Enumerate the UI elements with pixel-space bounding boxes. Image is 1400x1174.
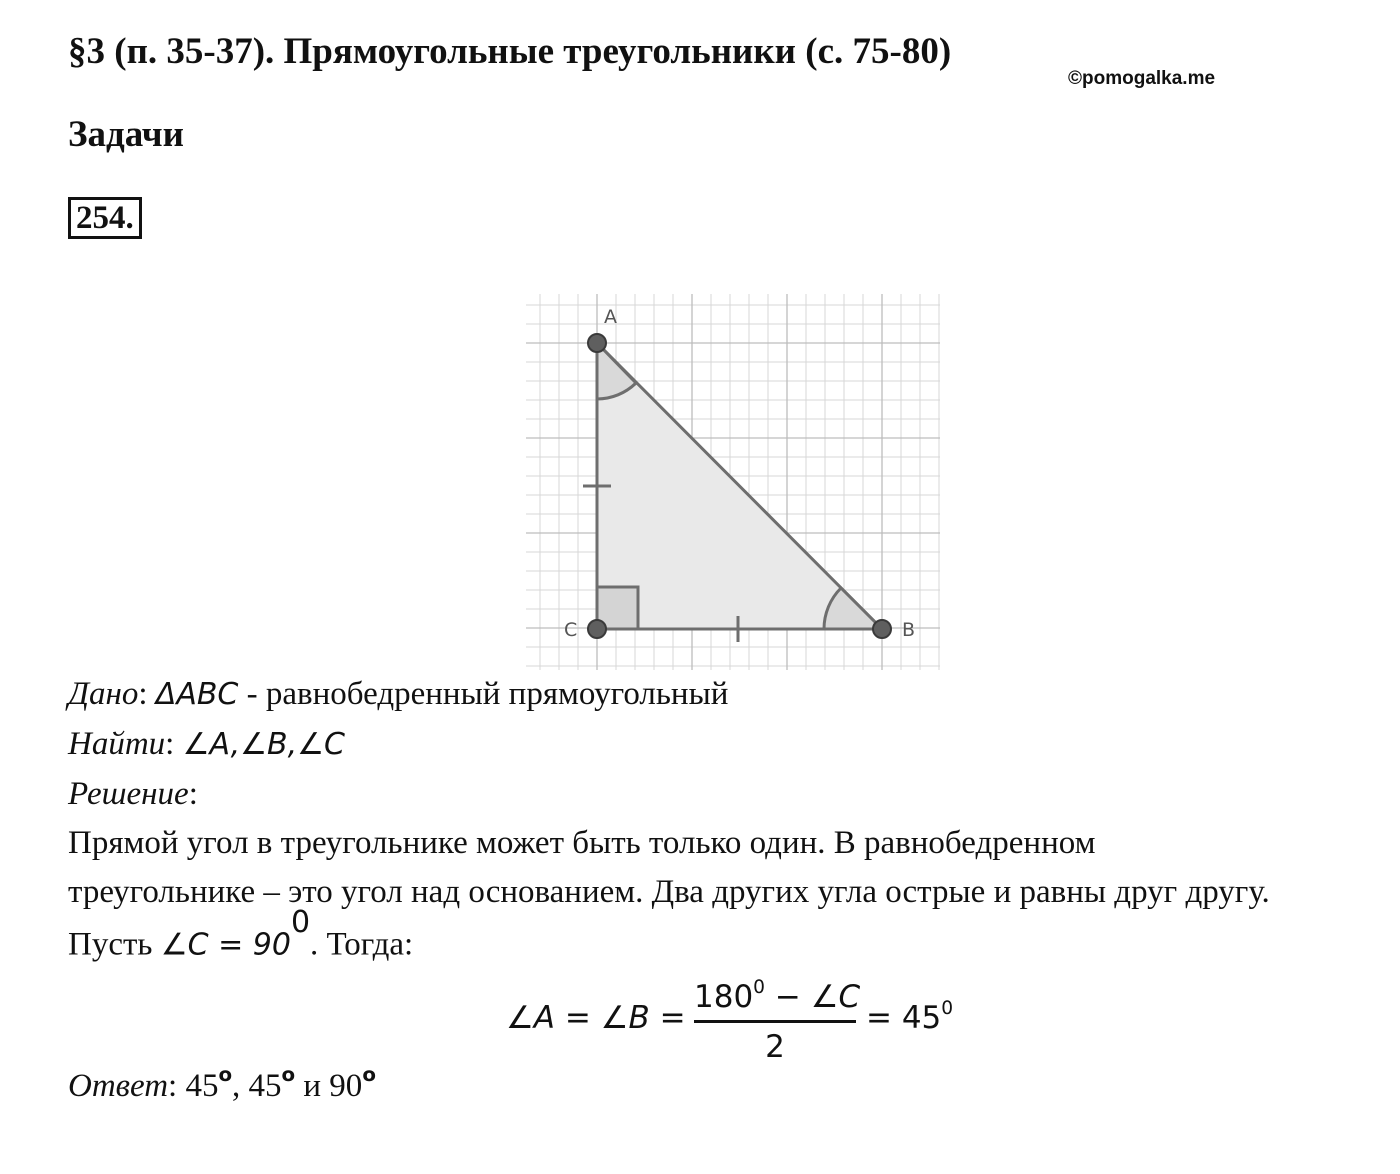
find-colon: : xyxy=(165,726,175,762)
answer-value-1: 45 xyxy=(177,1068,219,1104)
formula-left: ∠A = ∠B = xyxy=(506,1000,686,1036)
triangle-abc xyxy=(597,343,882,629)
formula-numerator-value: 180 xyxy=(694,979,754,1015)
formula xyxy=(506,976,976,1066)
given-line xyxy=(68,676,728,713)
find-label: Найти xyxy=(68,726,166,762)
given-colon: : xyxy=(138,676,148,712)
given-label: Дано xyxy=(68,676,139,712)
answer-label: Ответ xyxy=(68,1068,169,1104)
solution-line-3-suffix: . Тогда: xyxy=(310,926,414,963)
answer-degree-1: o xyxy=(218,1063,233,1087)
point-b xyxy=(873,620,891,638)
point-c xyxy=(588,620,606,638)
formula-numerator xyxy=(694,976,861,1018)
find-line xyxy=(68,726,345,763)
formula-numerator-sup: 0 xyxy=(753,977,766,999)
find-angles: ∠A,∠B,∠C xyxy=(182,727,345,762)
point-a xyxy=(588,334,606,352)
solution-line-3 xyxy=(68,905,414,964)
formula-numerator-rest: − ∠C xyxy=(765,979,861,1015)
solution-line-1: Прямой угол в треугольнике может быть только один. В равнобедренном xyxy=(68,825,1096,861)
formula-right xyxy=(866,1000,953,1036)
formula-fraction xyxy=(694,976,861,1067)
answer-value-2: , 45 xyxy=(232,1068,282,1104)
solution-label: Решение xyxy=(68,776,189,812)
solution-line-3-math: ∠C = 90 xyxy=(160,927,291,963)
answer-degree-2: o xyxy=(281,1063,296,1087)
triangle-figure xyxy=(526,294,940,670)
answer-degree-3: o xyxy=(362,1063,376,1087)
fraction-bar xyxy=(694,1020,856,1023)
given-triangle: ΔABC xyxy=(155,677,239,712)
answer-colon: : xyxy=(168,1068,178,1104)
problem-number: 254. xyxy=(68,197,142,239)
solution-line-2: треугольнике – это угол над основанием. Два других угла острые и равны друг другу. xyxy=(68,874,1270,910)
formula-denominator: 2 xyxy=(765,1029,785,1065)
formula-right-value: = 45 xyxy=(866,1000,942,1036)
label-b: B xyxy=(902,619,916,641)
watermark: ©pomogalka.me xyxy=(1068,68,1216,89)
section-subtitle: Задачи xyxy=(68,114,184,155)
answer-line xyxy=(68,1063,376,1105)
formula-right-sup: 0 xyxy=(941,998,954,1020)
page-title: §3 (п. 35-37). Прямоугольные треугольники (с. 75-80) xyxy=(68,31,952,72)
solution-heading xyxy=(68,776,198,813)
label-a: A xyxy=(604,306,617,328)
solution-colon: : xyxy=(188,776,198,812)
solution-line-3-prefix: Пусть xyxy=(68,926,161,963)
solution-line-3-sup: 0 xyxy=(290,905,311,940)
given-text: - равнобедренный прямоугольный xyxy=(238,676,729,712)
label-c: C xyxy=(564,619,578,641)
answer-value-3: и 90 xyxy=(295,1068,363,1104)
